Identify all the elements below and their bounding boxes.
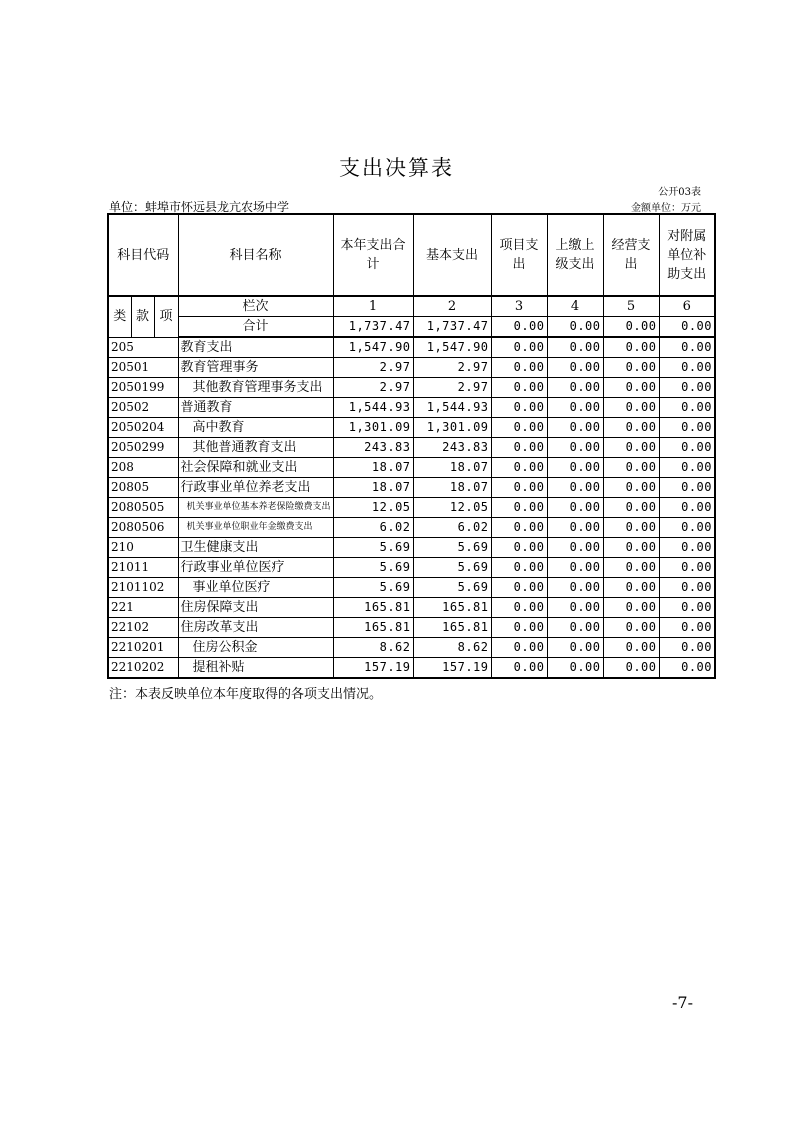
header-total: 本年支出合计 bbox=[333, 214, 413, 296]
row-name: 行政事业单位养老支出 bbox=[178, 478, 333, 498]
row-total: 8.62 bbox=[333, 638, 413, 658]
row-total: 5.69 bbox=[333, 578, 413, 598]
row-business: 0.00 bbox=[603, 598, 659, 618]
row-basic: 165.81 bbox=[413, 598, 491, 618]
row-name: 提租补贴 bbox=[178, 658, 333, 679]
row-basic: 243.83 bbox=[413, 438, 491, 458]
row-business: 0.00 bbox=[603, 518, 659, 538]
total-project-cell: 0.00 bbox=[491, 317, 547, 338]
row-name: 高中教育 bbox=[178, 418, 333, 438]
table-row bbox=[108, 418, 715, 438]
row-business: 0.00 bbox=[603, 358, 659, 378]
table-row bbox=[108, 337, 715, 358]
row-upper: 0.00 bbox=[547, 538, 603, 558]
total-row bbox=[108, 317, 715, 338]
row-upper: 0.00 bbox=[547, 378, 603, 398]
column-index-6: 6 bbox=[659, 296, 715, 317]
row-code: 221 bbox=[108, 598, 178, 618]
row-subsidiary: 0.00 bbox=[659, 337, 715, 358]
row-project: 0.00 bbox=[491, 398, 547, 418]
row-total: 2.97 bbox=[333, 378, 413, 398]
row-subsidiary: 0.00 bbox=[659, 558, 715, 578]
row-code: 21011 bbox=[108, 558, 178, 578]
row-basic: 1,301.09 bbox=[413, 418, 491, 438]
row-basic: 6.02 bbox=[413, 518, 491, 538]
row-business: 0.00 bbox=[603, 418, 659, 438]
row-total: 2.97 bbox=[333, 358, 413, 378]
row-total: 5.69 bbox=[333, 538, 413, 558]
row-subsidiary: 0.00 bbox=[659, 638, 715, 658]
page-number: -7- bbox=[672, 993, 693, 1012]
row-upper: 0.00 bbox=[547, 578, 603, 598]
row-basic: 5.69 bbox=[413, 578, 491, 598]
row-name: 普通教育 bbox=[178, 398, 333, 418]
row-project: 0.00 bbox=[491, 518, 547, 538]
table-row bbox=[108, 618, 715, 638]
row-total: 165.81 bbox=[333, 618, 413, 638]
row-project: 0.00 bbox=[491, 658, 547, 679]
row-subsidiary: 0.00 bbox=[659, 398, 715, 418]
table-row bbox=[108, 478, 715, 498]
row-project: 0.00 bbox=[491, 498, 547, 518]
row-name: 住房公积金 bbox=[178, 638, 333, 658]
sub-header-xiang: 项 bbox=[154, 296, 178, 337]
row-project: 0.00 bbox=[491, 458, 547, 478]
header-upper: 上缴上级支出 bbox=[547, 214, 603, 296]
row-basic: 2.97 bbox=[413, 378, 491, 398]
row-name: 社会保障和就业支出 bbox=[178, 458, 333, 478]
row-upper: 0.00 bbox=[547, 458, 603, 478]
row-name: 其他普通教育支出 bbox=[178, 438, 333, 458]
row-name: 教育管理事务 bbox=[178, 358, 333, 378]
row-business: 0.00 bbox=[603, 458, 659, 478]
header-project: 项目支出 bbox=[491, 214, 547, 296]
row-total: 165.81 bbox=[333, 598, 413, 618]
row-upper: 0.00 bbox=[547, 518, 603, 538]
row-name: 其他教育管理事务支出 bbox=[178, 378, 333, 398]
row-code: 20502 bbox=[108, 398, 178, 418]
row-business: 0.00 bbox=[603, 618, 659, 638]
header-name: 科目名称 bbox=[178, 214, 333, 296]
table-row bbox=[108, 358, 715, 378]
row-upper: 0.00 bbox=[547, 498, 603, 518]
row-code: 20501 bbox=[108, 358, 178, 378]
row-code: 2050299 bbox=[108, 438, 178, 458]
row-upper: 0.00 bbox=[547, 638, 603, 658]
row-upper: 0.00 bbox=[547, 418, 603, 438]
row-subsidiary: 0.00 bbox=[659, 418, 715, 438]
row-project: 0.00 bbox=[491, 558, 547, 578]
row-subsidiary: 0.00 bbox=[659, 578, 715, 598]
amount-unit: 金额单位：万元 bbox=[631, 203, 701, 214]
row-name: 住房改革支出 bbox=[178, 618, 333, 638]
row-business: 0.00 bbox=[603, 337, 659, 358]
row-total: 243.83 bbox=[333, 438, 413, 458]
row-project: 0.00 bbox=[491, 418, 547, 438]
row-basic: 2.97 bbox=[413, 358, 491, 378]
table-row bbox=[108, 658, 715, 679]
column-index-3: 3 bbox=[491, 296, 547, 317]
row-business: 0.00 bbox=[603, 658, 659, 679]
row-basic: 5.69 bbox=[413, 558, 491, 578]
row-subsidiary: 0.00 bbox=[659, 458, 715, 478]
row-name: 住房保障支出 bbox=[178, 598, 333, 618]
row-basic: 18.07 bbox=[413, 458, 491, 478]
row-business: 0.00 bbox=[603, 378, 659, 398]
total-cell: 1,737.47 bbox=[333, 317, 413, 338]
row-upper: 0.00 bbox=[547, 618, 603, 638]
sub-header-lei: 类 bbox=[108, 296, 131, 337]
row-project: 0.00 bbox=[491, 598, 547, 618]
row-project: 0.00 bbox=[491, 438, 547, 458]
total-label: 合计 bbox=[178, 317, 333, 338]
row-total: 157.19 bbox=[333, 658, 413, 679]
row-code: 2050204 bbox=[108, 418, 178, 438]
table-note: 注：本表反映单位本年度取得的各项支出情况。 bbox=[109, 687, 383, 702]
row-subsidiary: 0.00 bbox=[659, 498, 715, 518]
row-code: 2050199 bbox=[108, 378, 178, 398]
row-code: 2080505 bbox=[108, 498, 178, 518]
row-total: 18.07 bbox=[333, 458, 413, 478]
row-business: 0.00 bbox=[603, 438, 659, 458]
row-code: 208 bbox=[108, 458, 178, 478]
header-code: 科目代码 bbox=[108, 214, 178, 296]
row-name: 教育支出 bbox=[178, 337, 333, 358]
column-index-5: 5 bbox=[603, 296, 659, 317]
row-basic: 1,544.93 bbox=[413, 398, 491, 418]
row-code: 2210202 bbox=[108, 658, 178, 679]
row-code: 22102 bbox=[108, 618, 178, 638]
total-upper-cell: 0.00 bbox=[547, 317, 603, 338]
expenditure-table bbox=[107, 213, 716, 679]
row-subsidiary: 0.00 bbox=[659, 518, 715, 538]
row-business: 0.00 bbox=[603, 478, 659, 498]
row-basic: 18.07 bbox=[413, 478, 491, 498]
row-basic: 12.05 bbox=[413, 498, 491, 518]
row-name: 卫生健康支出 bbox=[178, 538, 333, 558]
row-project: 0.00 bbox=[491, 618, 547, 638]
row-total: 1,547.90 bbox=[333, 337, 413, 358]
total-subsidiary-cell: 0.00 bbox=[659, 317, 715, 338]
table-row bbox=[108, 518, 715, 538]
table-row bbox=[108, 458, 715, 478]
row-code: 2101102 bbox=[108, 578, 178, 598]
row-total: 1,301.09 bbox=[333, 418, 413, 438]
table-header-row bbox=[108, 214, 715, 296]
total-basic-cell: 1,737.47 bbox=[413, 317, 491, 338]
row-upper: 0.00 bbox=[547, 478, 603, 498]
row-project: 0.00 bbox=[491, 337, 547, 358]
row-subsidiary: 0.00 bbox=[659, 438, 715, 458]
table-row bbox=[108, 378, 715, 398]
row-name: 机关事业单位职业年金缴费支出 bbox=[178, 518, 333, 538]
unit-label: 单位：蚌埠市怀远县龙亢农场中学 bbox=[109, 200, 290, 214]
column-index-label: 栏次 bbox=[178, 296, 333, 317]
row-upper: 0.00 bbox=[547, 598, 603, 618]
row-subsidiary: 0.00 bbox=[659, 378, 715, 398]
row-name: 机关事业单位基本养老保险缴费支出 bbox=[178, 498, 333, 518]
row-business: 0.00 bbox=[603, 398, 659, 418]
table-row bbox=[108, 498, 715, 518]
row-code: 205 bbox=[108, 337, 178, 358]
table-row bbox=[108, 538, 715, 558]
form-code: 公开03表 bbox=[658, 187, 701, 198]
row-total: 12.05 bbox=[333, 498, 413, 518]
row-project: 0.00 bbox=[491, 478, 547, 498]
row-project: 0.00 bbox=[491, 538, 547, 558]
column-index-2: 2 bbox=[413, 296, 491, 317]
row-upper: 0.00 bbox=[547, 337, 603, 358]
row-project: 0.00 bbox=[491, 358, 547, 378]
header-subsidiary: 对附属单位补助支出 bbox=[659, 214, 715, 296]
row-basic: 5.69 bbox=[413, 538, 491, 558]
header-business: 经营支出 bbox=[603, 214, 659, 296]
sub-header-kuan: 款 bbox=[131, 296, 154, 337]
row-basic: 1,547.90 bbox=[413, 337, 491, 358]
column-index-row bbox=[108, 296, 715, 317]
row-subsidiary: 0.00 bbox=[659, 478, 715, 498]
row-business: 0.00 bbox=[603, 638, 659, 658]
row-code: 210 bbox=[108, 538, 178, 558]
table-row bbox=[108, 398, 715, 418]
table-row bbox=[108, 638, 715, 658]
row-upper: 0.00 bbox=[547, 398, 603, 418]
row-code: 2080506 bbox=[108, 518, 178, 538]
row-upper: 0.00 bbox=[547, 558, 603, 578]
row-business: 0.00 bbox=[603, 498, 659, 518]
row-code: 20805 bbox=[108, 478, 178, 498]
row-business: 0.00 bbox=[603, 538, 659, 558]
total-business-cell: 0.00 bbox=[603, 317, 659, 338]
row-name: 事业单位医疗 bbox=[178, 578, 333, 598]
row-business: 0.00 bbox=[603, 558, 659, 578]
table-row bbox=[108, 438, 715, 458]
row-upper: 0.00 bbox=[547, 438, 603, 458]
row-project: 0.00 bbox=[491, 638, 547, 658]
row-total: 5.69 bbox=[333, 558, 413, 578]
row-code: 2210201 bbox=[108, 638, 178, 658]
row-total: 1,544.93 bbox=[333, 398, 413, 418]
row-subsidiary: 0.00 bbox=[659, 538, 715, 558]
row-upper: 0.00 bbox=[547, 658, 603, 679]
row-name: 行政事业单位医疗 bbox=[178, 558, 333, 578]
row-subsidiary: 0.00 bbox=[659, 358, 715, 378]
table-row bbox=[108, 578, 715, 598]
column-index-4: 4 bbox=[547, 296, 603, 317]
header-basic: 基本支出 bbox=[413, 214, 491, 296]
row-upper: 0.00 bbox=[547, 358, 603, 378]
row-basic: 165.81 bbox=[413, 618, 491, 638]
row-basic: 8.62 bbox=[413, 638, 491, 658]
row-project: 0.00 bbox=[491, 578, 547, 598]
page-title: 支出决算表 bbox=[339, 156, 454, 180]
table-row bbox=[108, 558, 715, 578]
row-basic: 157.19 bbox=[413, 658, 491, 679]
row-project: 0.00 bbox=[491, 378, 547, 398]
row-subsidiary: 0.00 bbox=[659, 658, 715, 679]
row-business: 0.00 bbox=[603, 578, 659, 598]
column-index-1: 1 bbox=[333, 296, 413, 317]
row-subsidiary: 0.00 bbox=[659, 618, 715, 638]
table-row bbox=[108, 598, 715, 618]
row-subsidiary: 0.00 bbox=[659, 598, 715, 618]
row-total: 18.07 bbox=[333, 478, 413, 498]
row-total: 6.02 bbox=[333, 518, 413, 538]
